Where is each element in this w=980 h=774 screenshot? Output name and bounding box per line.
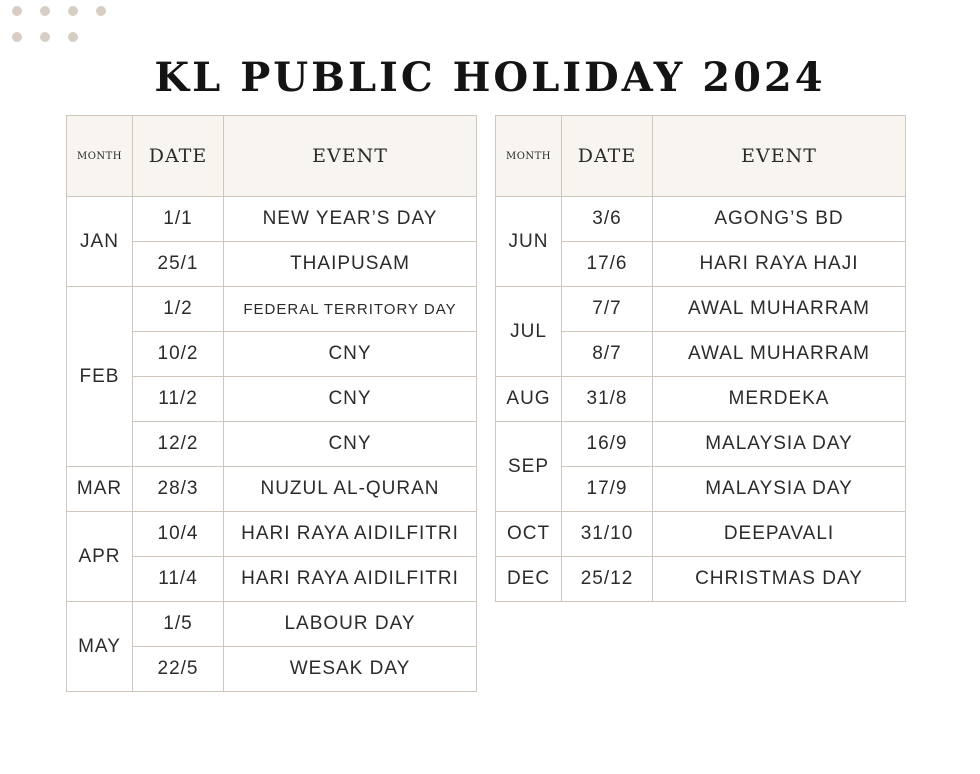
date-cell: 17/6 [562,242,653,287]
table-row [496,422,906,467]
date-cell: 31/8 [562,377,653,422]
event-cell: MALAYSIA DAY [653,467,906,512]
holiday-table-left [66,115,477,692]
month-cell: FEB [67,287,133,467]
date-header: DATE [133,116,224,197]
dot [12,6,22,16]
table-row [67,197,477,242]
month-header: MONTH [67,116,133,197]
date-cell: 16/9 [562,422,653,467]
month-cell: OCT [496,512,562,557]
event-cell: MERDEKA [653,377,906,422]
date-cell: 1/5 [133,602,224,647]
table-row [67,602,477,647]
table-row [496,197,906,242]
date-cell: 22/5 [133,647,224,692]
date-cell: 10/4 [133,512,224,557]
date-cell: 7/7 [562,287,653,332]
table-row [67,512,477,557]
event-cell: WESAK DAY [224,647,477,692]
page-title: KL PUBLIC HOLIDAY 2024 [154,54,826,101]
table-row [496,557,906,602]
month-cell: JUN [496,197,562,287]
event-cell: CNY [224,332,477,377]
date-header: DATE [562,116,653,197]
date-cell: 28/3 [133,467,224,512]
date-cell: 10/2 [133,332,224,377]
date-cell: 12/2 [133,422,224,467]
date-cell: 25/12 [562,557,653,602]
date-cell: 3/6 [562,197,653,242]
event-cell: HARI RAYA HAJI [653,242,906,287]
month-header: MONTH [496,116,562,197]
month-cell: MAY [67,602,133,692]
date-cell: 11/4 [133,557,224,602]
dot [68,6,78,16]
dot [40,32,50,42]
table-row [496,512,906,557]
month-cell: DEC [496,557,562,602]
month-cell: SEP [496,422,562,512]
date-cell: 17/9 [562,467,653,512]
month-cell: APR [67,512,133,602]
dot [40,6,50,16]
event-cell: NUZUL AL-QURAN [224,467,477,512]
event-cell: CNY [224,422,477,467]
month-cell: MAR [67,467,133,512]
date-cell: 1/2 [133,287,224,332]
table-row [67,467,477,512]
event-cell: HARI RAYA AIDILFITRI [224,557,477,602]
table-row [496,377,906,422]
date-cell: 11/2 [133,377,224,422]
event-header: EVENT [224,116,477,197]
decorative-dots [12,6,112,46]
month-cell: JUL [496,287,562,377]
event-cell: CHRISTMAS DAY [653,557,906,602]
dot [68,32,78,42]
event-cell: MALAYSIA DAY [653,422,906,467]
table-header-row [67,116,477,197]
event-cell: LABOUR DAY [224,602,477,647]
event-header: EVENT [653,116,906,197]
dot [96,6,106,16]
event-cell: DEEPAVALI [653,512,906,557]
table-row [67,287,477,332]
event-cell: HARI RAYA AIDILFITRI [224,512,477,557]
table-row [496,287,906,332]
date-cell: 1/1 [133,197,224,242]
event-cell: AWAL MUHARRAM [653,332,906,377]
month-cell: AUG [496,377,562,422]
event-cell: FEDERAL TERRITORY DAY [224,287,477,332]
event-cell: CNY [224,377,477,422]
event-cell: AWAL MUHARRAM [653,287,906,332]
event-cell: THAIPUSAM [224,242,477,287]
date-cell: 25/1 [133,242,224,287]
date-cell: 8/7 [562,332,653,377]
event-cell: NEW YEAR’S DAY [224,197,477,242]
event-cell: AGONG’S BD [653,197,906,242]
month-cell: JAN [67,197,133,287]
holiday-table-right [495,115,906,602]
date-cell: 31/10 [562,512,653,557]
table-header-row [496,116,906,197]
dot [12,32,22,42]
